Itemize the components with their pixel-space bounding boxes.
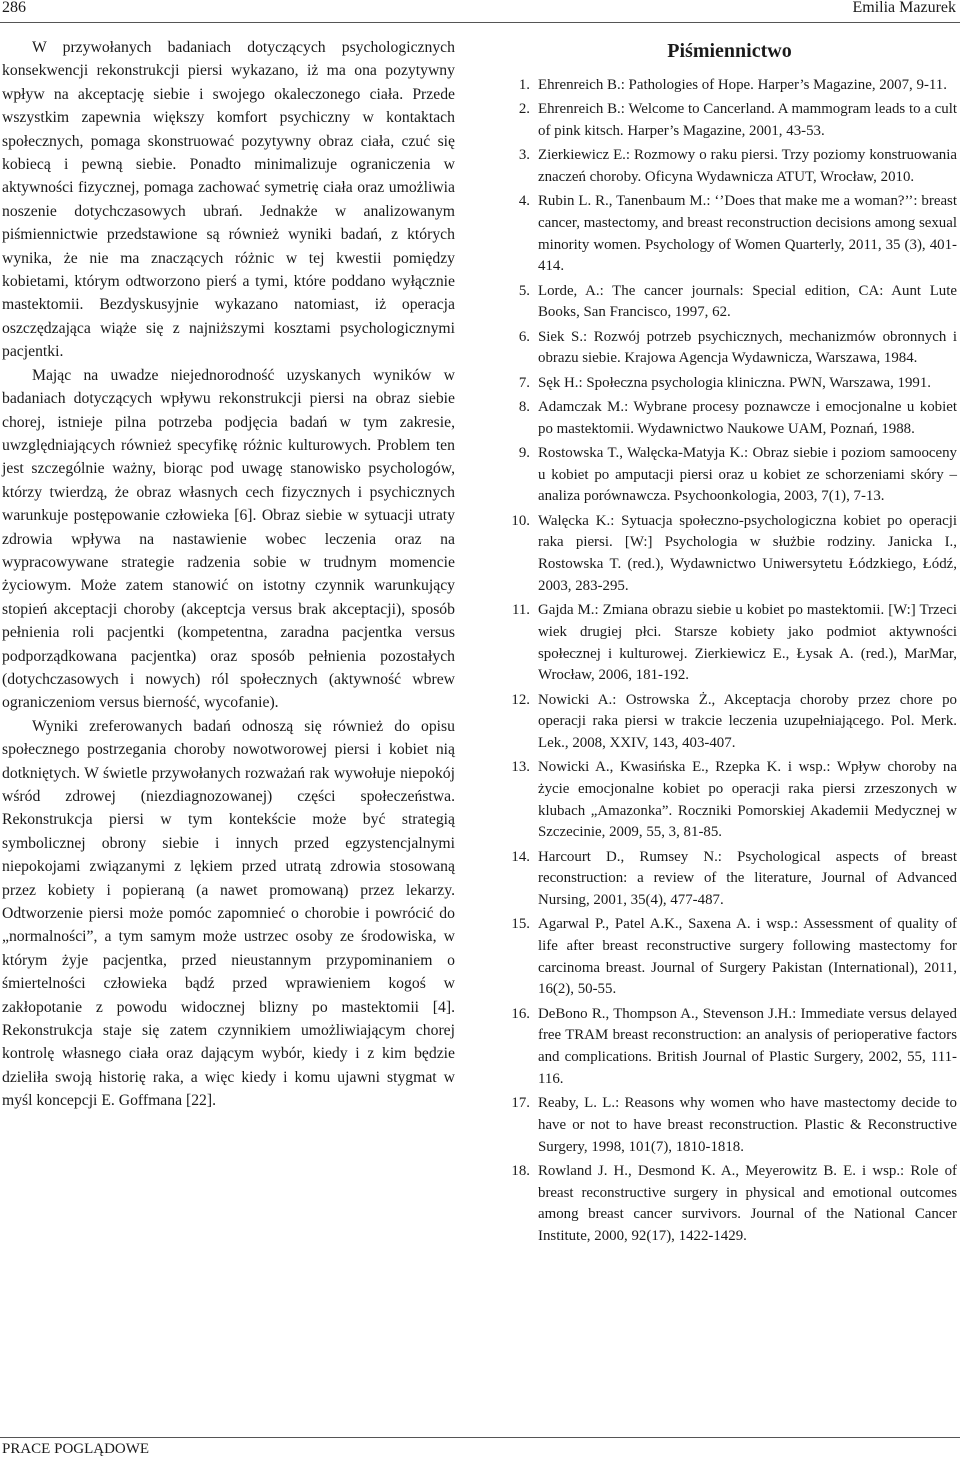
reference-text: Sęk H.: Społeczna psychologia kliniczna. PWN, Warszawa, 1991.: [538, 374, 932, 391]
reference-number: 6.: [518, 328, 530, 345]
section-label: PRACE POGLĄDOWE: [2, 1441, 150, 1457]
reference-text: Nowicki A.: Ostrowska Ż., Akceptacja choroby przez chore po operacji raka piersi w trakcie leczenia uzupełniającego. Pol. Merk. Lek., 2008, XXIV, 143, 403-407.: [538, 691, 957, 751]
reference-item: [502, 75, 957, 97]
reference-text: Lorde, A.: The cancer journals: Special edition, CA: Aunt Lute Books, San Francisco, 1997, 62.: [538, 282, 957, 321]
reference-item: [502, 600, 957, 687]
body-paragraph: Mając na uwadze niejednorodność uzyskanych wyników w badaniach dotyczących wpływu rekonstrukcji piersi na obraz siebie chorej, istnieje pilna potrzeba podjęcia badań w tym zakresie, uwzględniających również specyfikę różnic kulturowych. Problem ten jest szczególnie ważny, biorąc pod uwagę stanowisko psychologów, którzy twierdzą, że obraz własnych cech fizycznych i psychicznych warunkuje postępowanie człowieka [6]. Obraz siebie w sytuacji utraty zdrowia wpływa na nastawienie wobec leczenia oraz na wypracowywane strategie radzenia sobie w trudnym momencie życiowym. Może zatem stanowić on istotny czynnik warunkujący stopień akceptacji choroby (akceptcja versus brak akceptacji), sposób pełnienia roli pacjentki (kompetentna, zaradna pacjentka versus podporządkowana pacjentka) oraz sposób pełnienia pozostałych (dotychczasowych i nowych) ról społecznych (aktywność wbrew ograniczeniom versus bierność, wycofanie).: [2, 366, 455, 712]
reference-item: [502, 281, 957, 324]
references-heading: Piśmiennictwo: [667, 40, 792, 62]
reference-text: Harcourt D., Rumsey N.: Psychological aspects of breast reconstruction: a review of the literature, Journal of Advanced Nursing, 2001, 35(4), 477-487.: [538, 848, 957, 909]
reference-number: 9.: [518, 445, 530, 461]
reference-number: 5.: [518, 282, 530, 299]
reference-text: Rubin L. R., Tanenbaum M.: ‘’Does that make me a woman?’’: breast cancer, mastectomy, and breast reconstruction decisions among sexual minority women. Psychology of Women Quarterly, 2011, 35 (3), 401-414.: [538, 193, 957, 275]
reference-text: Ehrenreich B.: Pathologies of Hope. Harper’s Magazine, 2007, 9-11.: [538, 77, 947, 93]
reference-number: 11.: [511, 602, 530, 619]
reference-text: DeBono R., Thompson A., Stevenson J.H.: Immediate versus delayed free TRAM breast reconstruction: an analysis of perioperative factors and complications. British Journal of Plastic Surgery, 2002, 55, 111-116.: [538, 1005, 957, 1087]
reference-item: [502, 99, 957, 142]
reference-number: 18.: [511, 1162, 530, 1179]
reference-number: 2.: [518, 101, 530, 118]
page-footer: [0, 1437, 960, 1466]
reference-item: [502, 327, 957, 370]
reference-item: [502, 145, 957, 188]
reference-text: Nowicki A., Kwasińska E., Rzepka K. i wsp.: Wpływ choroby na życie emocjonalne kobiet po operacji raka piersi zrzeszonych w klubach „Amazonka”. Roczniki Pomorskiej Akademii Medycznej w Szczecinie, 2009, 55, 3, 81-85.: [538, 759, 957, 841]
reference-number: 10.: [511, 512, 530, 529]
reference-text: Rowland J. H., Desmond K. A., Meyerowitz B. E. i wsp.: Role of breast reconstructive surgery in physical and emotional outcomes among breast cancer survivors. Journal of the National Cancer Institute, 2000, 92(17), 1422-1429.: [538, 1162, 957, 1244]
reference-item: [502, 757, 957, 844]
reference-text: Zierkiewicz E.: Rozmowy o raku piersi. Trzy poziomy konstruowania znaczeń choroby. Oficyna Wydawnicza ATUT, Wrocław, 2010.: [538, 147, 957, 185]
reference-item: [502, 373, 957, 395]
reference-number: 15.: [511, 916, 530, 933]
references-column: [502, 38, 957, 1250]
reference-item: [502, 914, 957, 1001]
reference-number: 4.: [518, 193, 530, 210]
reference-text: Walęcka K.: Sytuacja społeczno-psychologiczna kobiet po operacji raka piersi. [W:] Psychologia w służbie rodziny. Janicka I., Rostowska T. (red.), Wydawnictwo Uniwersytetu Łódzkiego, Łódź, 2003, 283-295.: [538, 512, 957, 594]
reference-item: [502, 1161, 957, 1248]
reference-text: Ehrenreich B.: Welcome to Cancerland. A mammogram leads to a cult of pink kitsch. Harper’s Magazine, 2001, 43-53.: [538, 101, 957, 139]
reference-number: 8.: [518, 399, 530, 415]
running-head-author: Emilia Mazurek: [852, 0, 956, 16]
body-paragraph: W przywołanych badaniach dotyczących psychologicznych konsekwencji rekonstrukcji piersi wykazano, iż ma ona pozytywny wpływ na akceptację siebie i swojego okaleczonego ciała. Przede wszystkim zapewnia większy komfort psychiczny w kontaktach społecznych, pomaga skonstruować pozytywny obraz ciała, czuć się kobiecą i pewną siebie. Ponadto minimalizuje ograniczenia w aktywności fizycznej, pomaga zachować symetrię ciała oraz umożliwia noszenie dotychczasowych ubrań. Jednakże w analizowanym piśmiennictwie przedstawione są również wyniki badań, z których wynika, że nie ma znaczących różnic w tej kwestii pomiędzy kobietami, którym odtworzono pierś a tymi, które poddano wyłącznie mastektomii. Bezdyskusyjnie wykazano natomiast, iż operacja oszczędzająca wiąże się z najniższymi kosztami psychologicznymi pacjentki.: [2, 39, 455, 361]
reference-number: 3.: [518, 147, 530, 164]
reference-text: Gajda M.: Zmiana obrazu siebie u kobiet po mastektomii. [W:] Trzeci wiek drugiej płci. Starsze kobiety jako podmiot aktywności społecznej i kulturowej. Zierkiewicz E., Łysak A. (red.), MarMar, Wrocław, 2006, 181-192.: [538, 602, 957, 684]
reference-number: 17.: [511, 1095, 530, 1112]
reference-number: 7.: [518, 374, 530, 391]
page-header: [0, 0, 960, 23]
body-text-column: [2, 36, 455, 1113]
reference-item: [502, 1093, 957, 1158]
page-number: 286: [2, 0, 26, 16]
references-list: [502, 75, 957, 1248]
reference-item: [502, 397, 957, 440]
body-paragraph: Wyniki zreferowanych badań odnoszą się również do opisu społecznego postrzegania choroby nowotworowej piersi i kobiet nią dotkniętych. W świetle przywołanych rozważań rak wywołuje niepokój wśród zdrowej (niezdiagnozowanej) części społeczeństwa. Rekonstrukcja piersi w tym kontekście może być strategią symbolicznej obrony siebie i innych przed egzystencjalnymi niepokojami związanymi z lękiem przed utratą zdrowia stosowaną przez kobiety i popieraną (a nawet promowaną) przez lekarzy. Odtworzenie piersi może pomóc zapomnieć o chorobie i powrócić do „normalności”, a tym samym może ustrzec osoby ze środowiska, w którym żyje pacjentka, przed nieustannym przypominaniem o śmiertelności człowieka bądź przed wprawieniem kogoś w zakłopotanie z powodu widocznej blizny po mastektomii [4]. Rekonstrukcja staje się zatem czynnikiem umożliwiającym chorej kontrolę własnego ciała oraz dającym wybór, kiedy i z kim będzie dzieliła swoją historię raka, a więc kiedy i komu ujawni stygmat w myśl koncepcji E. Goffmana [22].: [2, 717, 455, 1110]
reference-text: Reaby, L. L.: Reasons why women who have mastectomy decide to have or not to have breast reconstruction. Plastic & Reconstructive Surgery, 1998, 101(7), 1810-1818.: [538, 1095, 957, 1155]
reference-item: [502, 847, 957, 912]
reference-item: [502, 1004, 957, 1091]
reference-text: Agarwal P., Patel A.K., Saxena A. i wsp.: Assessment of quality of life after breast reconstructive surgery following mastectomy for carcinoma breast. Journal of Surgery Pakistan (International), 2011, 16(2), 50-55.: [538, 916, 957, 998]
reference-text: Adamczak M.: Wybrane procesy poznawcze i emocjonalne u kobiet po mastektomii. Wydawnictwo Naukowe UAM, Poznań, 1988.: [538, 399, 957, 437]
reference-number: 16.: [511, 1005, 530, 1022]
reference-text: Rostowska T., Walęcka-Matyja K.: Obraz siebie i poziom samooceny u kobiet po amputacji piersi oraz u kobiet ze schorzeniami skóry – analiza porównawcza. Psychoonkologia, 2003, 7(1), 7-13.: [538, 445, 957, 505]
reference-number: 1.: [518, 77, 530, 93]
reference-number: 14.: [511, 848, 530, 865]
reference-item: [502, 191, 957, 278]
reference-item: [502, 690, 957, 755]
reference-number: 13.: [511, 759, 530, 776]
reference-number: 12.: [511, 691, 530, 708]
reference-text: Siek S.: Rozwój potrzeb psychicznych, mechanizmów obronnych i obrazu siebie. Krajowa Agencja Wydawnicza, Warszawa, 1984.: [538, 328, 957, 367]
reference-item: [502, 443, 957, 508]
reference-item: [502, 511, 957, 598]
